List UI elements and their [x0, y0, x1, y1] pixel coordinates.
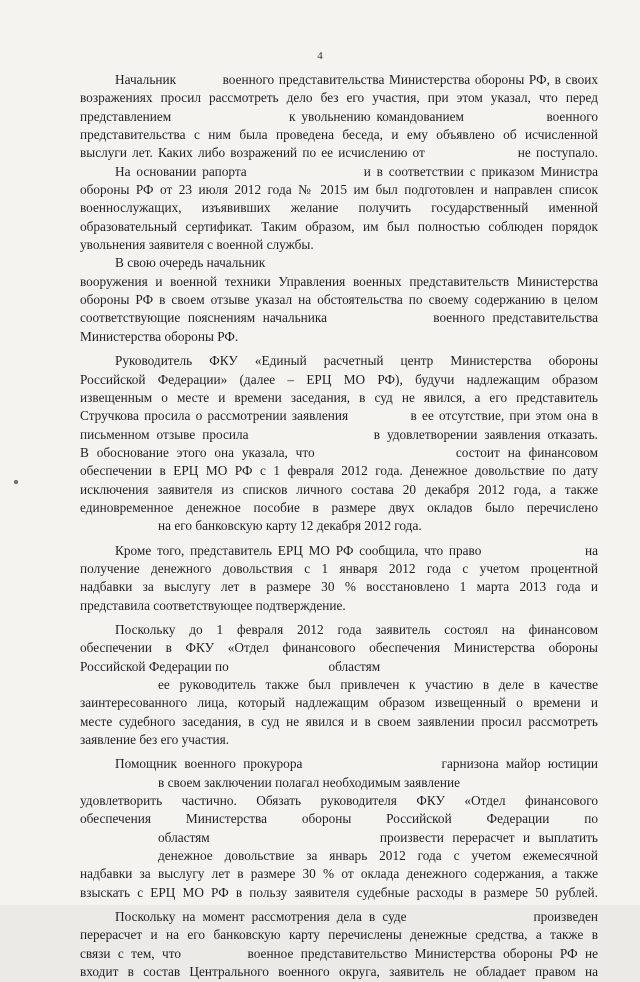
text-line: представительства с ним была проведена беседа, и ему объявлено об исчисленной	[80, 127, 598, 143]
text-line: представлением к увольнению командованием военного	[80, 108, 598, 124]
text-line: Помощник военного прокурора гарнизона майор юстиции	[115, 756, 598, 772]
text-line: образовательный сертификат. Таким образом, им был полностью соблюден порядок	[80, 218, 598, 234]
text-line: обеспечении в ФКУ «Отдел финансового обеспечения Министерства обороны	[80, 640, 598, 656]
text-line: областям произвести перерасчет и выплатить	[158, 829, 598, 845]
text-line: на его банковскую карту 12 декабря 2012 года.	[158, 518, 422, 534]
text-line: представила соответствующее подтверждение.	[80, 597, 346, 613]
text-line: Начальник военного представительства Министерства обороны РФ, в своих	[115, 72, 598, 87]
text-line: вооружения и военной техники Управления военных представительств Министерства	[80, 273, 598, 289]
text-line: обороны РФ в своем отзыве указал на обстоятельства по своему содержанию в целом	[80, 292, 598, 308]
text-line: месте судебного заседания, в суд не явился и в своем заявлении просил рассмотреть	[80, 713, 598, 729]
text-line: надбавки за выслугу лет в размере 30 % восстановлено 1 марта 2013 года и	[80, 579, 598, 595]
text-line: В свою очередь начальник	[115, 255, 266, 271]
text-line: Кроме того, представитель ЕРЦ МО РФ сообщила, что право на	[115, 542, 598, 558]
text-line: заявление без его участия.	[80, 732, 230, 748]
text-line: перерасчет и на его банковскую карту перечислены денежные средства, а также в	[80, 927, 598, 943]
text-line: удовлетворить частично. Обязать руководителя ФКУ «Отдел финансового	[80, 793, 598, 809]
text-line: увольнения заявителя с военной службы.	[80, 237, 314, 253]
text-line: возражениях просил рассмотреть дело без его участия, при этом указал, что перед	[80, 90, 598, 106]
text-line: военнослужащих, изъявивших желание получить государственный именной	[80, 200, 598, 216]
text-line: извещенным о месте и времени заседания, в суд не явился, а его представитель	[80, 389, 598, 405]
text-line: единовременное денежное пособие в размере двух окладов было перечислено	[80, 499, 598, 515]
text-line: Руководитель ФКУ «Единый расчетный центр Министерства обороны	[115, 353, 598, 369]
text-line: взыскать с ЕРЦ МО РФ в пользу заявителя судебные расходы в размере 50 рублей.	[80, 884, 598, 900]
text-line: письменном отзыве просила в удовлетворении заявления отказать.	[80, 426, 598, 442]
text-line: соответствующие пояснениям начальника военного представительства	[80, 310, 598, 326]
text-line: Российской Федерации» (далее – ЕРЦ МО РФ), будучи надлежащим образом	[80, 371, 598, 387]
text-line: Поскольку на момент рассмотрения дела в суде произведен	[115, 909, 598, 925]
text-line: ее руководитель также был привлечен к участию в деле в качестве	[158, 677, 598, 692]
text-line: в своем заключении полагал необходимым заявление	[158, 774, 460, 790]
text-line: денежное довольствие за январь 2012 года с учетом ежемесячной	[158, 848, 598, 864]
text-line: обеспечении в ЕРЦ МО РФ с 1 февраля 2012 года. Денежное довольствие по дату	[80, 463, 598, 479]
text-line: выслуги лет. Каких либо возражений по ее исчислению от не поступало.	[80, 145, 598, 161]
text-line: исключения заявителя из списков личного состава 20 декабря 2012 года, а также	[80, 481, 598, 497]
text-line: Министерства обороны РФ.	[80, 328, 239, 344]
text-line: Поскольку до 1 февраля 2012 года заявитель состоял на финансовом	[115, 621, 598, 637]
text-line: обеспечения Министерства обороны Российской Федерации по	[80, 811, 598, 827]
scan-speck	[14, 480, 18, 484]
text-line: надбавки за выслугу лет в размере 30 % от оклада денежного содержания, а также	[80, 866, 598, 882]
document-body	[80, 71, 598, 982]
text-line: получение денежного довольствия с 1 января 2012 года с учетом процентной	[80, 560, 598, 576]
text-line: Российской Федерации по областям	[80, 658, 381, 674]
text-line: обороны РФ от 23 июля 2012 года № 2015 им был подготовлен и направлен список	[80, 182, 598, 198]
text-line: входит в состав Центрального военного округа, заявитель не обладает правом на	[80, 964, 598, 980]
text-line: Стручкова просила о рассмотрении заявления в ее отсутствие, при этом она в	[80, 408, 598, 424]
page-number: 4	[317, 50, 323, 62]
text-line: заинтересованного лица, который надлежащим образом извещенный о времени и	[80, 695, 598, 711]
text-line: связи с тем, что военное представительство Министерства обороны РФ не	[80, 945, 598, 961]
text-line: В обоснование этого она указала, что состоит на финансовом	[80, 444, 598, 460]
text-line: На основании рапорта и в соответствии с приказом Министра	[115, 163, 598, 179]
